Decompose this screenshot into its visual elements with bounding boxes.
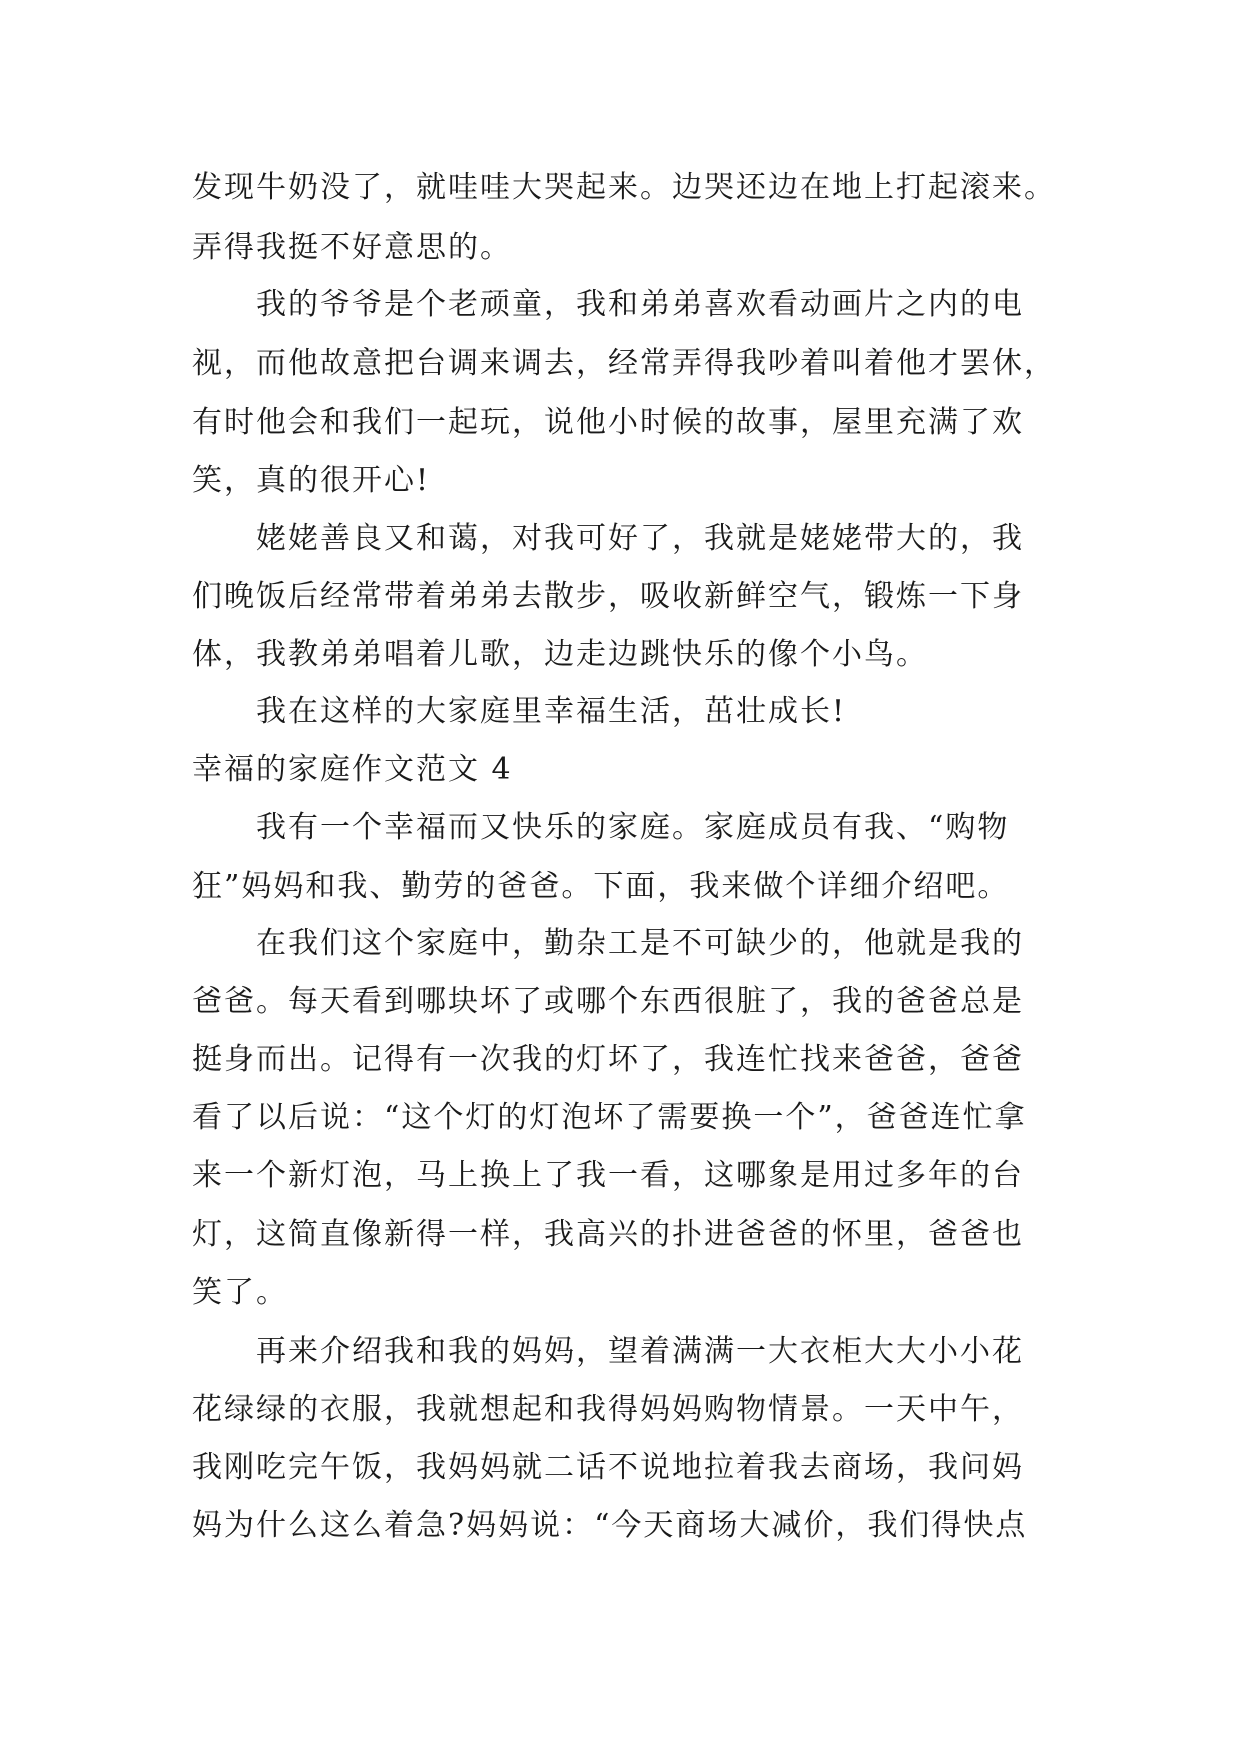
paragraph-start-line: 再来介绍我和我的妈妈，望着满满一大衣柜大大小小花: [256, 1334, 1024, 1369]
body-text-line: 视，而他故意把台调来调去，经常弄得我吵着叫着他才罢休，: [192, 346, 1056, 381]
body-text-line: 灯，这简直像新得一样，我高兴的扑进爸爸的怀里，爸爸也: [192, 1217, 1024, 1252]
paragraph-start-line: 我的爷爷是个老顽童，我和弟弟喜欢看动画片之内的电: [256, 287, 1024, 322]
body-text-line: 笑，真的很开心!: [192, 463, 431, 498]
document-page: [192, 0, 1054, 1754]
body-text-line: 看了以后说：“这个灯的灯泡坏了需要换一个”，爸爸连忙拿: [192, 1100, 1027, 1135]
body-text-line: 花绿绿的衣服，我就想起和我得妈妈购物情景。一天中午，: [192, 1392, 1024, 1427]
body-text-line: 们晚饭后经常带着弟弟去散步，吸收新鲜空气，锻炼一下身: [192, 579, 1024, 614]
paragraph-start-line: 我有一个幸福而又快乐的家庭。家庭成员有我、“购物: [256, 810, 1010, 845]
body-text-line: 挺身而出。记得有一次我的灯坏了，我连忙找来爸爸，爸爸: [192, 1042, 1024, 1077]
body-text-line: 体，我教弟弟唱着儿歌，边走边跳快乐的像个小鸟。: [192, 637, 928, 672]
body-text-line: 爸爸。每天看到哪块坏了或哪个东西很脏了，我的爸爸总是: [192, 984, 1024, 1019]
body-text-line: 有时他会和我们一起玩，说他小时候的故事，屋里充满了欢: [192, 405, 1024, 440]
paragraph-start-line: 在我们这个家庭中，勤杂工是不可缺少的，他就是我的: [256, 926, 1024, 961]
body-text-line: 来一个新灯泡，马上换上了我一看，这哪象是用过多年的台: [192, 1158, 1024, 1193]
body-text-line: 狂”妈妈和我、勤劳的爸爸。下面，我来做个详细介绍吧。: [192, 869, 1010, 904]
body-text-line: 发现牛奶没了，就哇哇大哭起来。边哭还边在地上打起滚来。: [192, 170, 1056, 205]
section-heading: 幸福的家庭作文范文 4: [192, 752, 513, 787]
paragraph-start-line: 姥姥善良又和蔼，对我可好了，我就是姥姥带大的，我: [256, 521, 1024, 556]
paragraph-start-line: 我在这样的大家庭里幸福生活，茁壮成长!: [256, 694, 847, 729]
body-text-line: 妈为什么这么着急?妈妈说：“今天商场大减价，我们得快点: [192, 1508, 1028, 1543]
body-text-line: 笑了。: [192, 1275, 288, 1310]
body-text-line: 弄得我挺不好意思的。: [192, 230, 512, 265]
body-text-line: 我刚吃完午饭，我妈妈就二话不说地拉着我去商场，我问妈: [192, 1450, 1024, 1485]
